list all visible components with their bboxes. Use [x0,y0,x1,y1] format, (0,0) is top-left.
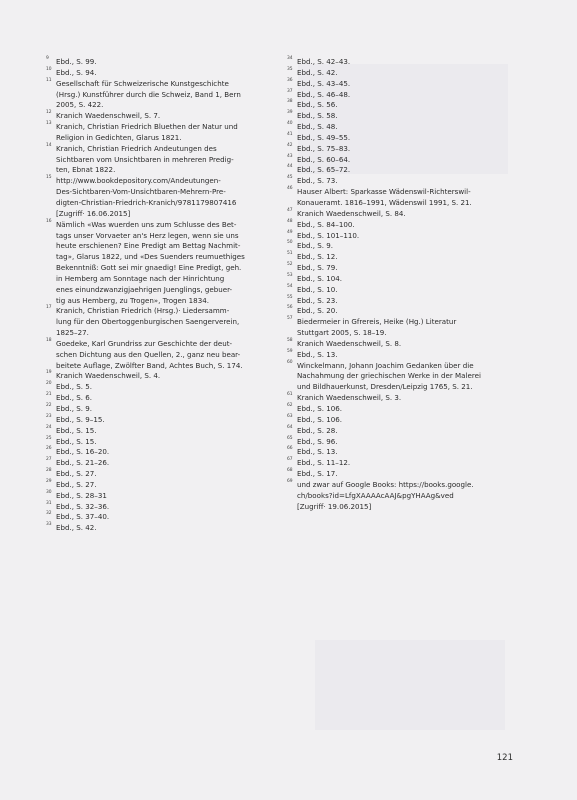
endnote-text: Ebd., S. 10. [297,284,338,294]
reverse-side-show-through-lower [315,640,505,730]
endnote [287,122,529,133]
endnote [287,165,529,176]
endnote [287,100,529,111]
endnote [46,491,278,502]
endnote [46,426,278,437]
endnote [46,382,278,393]
endnote-number: 47 [287,207,293,213]
endnote-text: Ebd., S. 56. [297,100,338,110]
endnote-text: http://www.bookdepository.com/Andeutungen- Des-Sichtbaren-Vom-Unsichtbaren-Mehrern-Pre- digten-Christian-Friedrich-Kranich/9781179807416 [Zugriff· 16.06.2015] [56,176,237,218]
endnote-text: Ebd., S. 65–72. [297,165,351,175]
endnote [287,339,529,350]
endnote-number: 33 [46,522,52,528]
endnote-number: 63 [287,413,293,419]
endnote-number: 30 [46,489,52,495]
endnote-text: Ebd., S. 9. [297,241,334,251]
endnote-number: 57 [287,316,293,322]
endnote [287,144,529,155]
endnote [46,220,278,307]
endnote-number: 39 [287,110,293,116]
endnote-text: Ebd., S. 27. [56,479,97,489]
endnote [287,469,529,480]
endnote-number: 59 [287,348,293,354]
endnote [287,404,529,415]
endnote-number: 48 [287,218,293,224]
endnote-text: Goedeke, Karl Grundriss zur Geschichte der deut- schen Dichtung aus den Quellen, 2., ganz neu bear- beitete Auflage, Zwölfter Band, Achtes Buch, S. 174. [56,338,243,370]
endnote [287,231,529,242]
endnote [46,68,278,79]
endnotes-left-column [46,57,278,534]
endnote-text: Ebd., S. 73. [297,176,338,186]
endnote [46,437,278,448]
endnote [46,144,278,177]
endnote [287,306,529,317]
endnote [287,263,529,274]
endnote-text: Ebd., S. 6. [56,393,93,403]
endnote [46,79,278,112]
endnote-number: 44 [287,164,293,170]
endnote [287,187,529,209]
endnote-text: Ebd., S. 9–15. [56,414,105,424]
endnote [287,155,529,166]
endnote-text: Ebd., S. 17. [297,469,338,479]
endnote [46,176,278,219]
endnote [46,111,278,122]
endnote [287,437,529,448]
endnote-number: 40 [287,121,293,127]
endnote [287,79,529,90]
endnote-number: 35 [287,66,293,72]
endnote-number: 68 [287,468,293,474]
endnote-text: Ebd., S. 48. [297,122,338,132]
endnote [46,469,278,480]
endnote-text: Ebd., S. 27. [56,469,97,479]
endnote-text: Ebd., S. 104. [297,273,343,283]
endnote [46,502,278,513]
endnote-text: Kranich Waedenschweil, S. 8. [297,338,402,348]
endnote-number: 67 [287,457,293,463]
endnote-text: Ebd., S. 43–45. [297,78,351,88]
endnote-number: 12 [46,110,52,116]
endnote-text: Kranich, Christian Friedrich Bluethen der Natur und Religion in Gedichten, Glarus 1821. [56,122,238,142]
endnote [287,415,529,426]
endnote [46,523,278,534]
endnote-number: 55 [287,294,293,300]
endnote-text: Ebd., S. 12. [297,252,338,262]
endnote-text: Gesellschaft für Schweizerische Kunstgeschichte (Hrsg.) Kunstführer durch die Schweiz, Band 1, Bern 2005, S. 422. [56,78,241,110]
endnote [287,350,529,361]
endnote-number: 56 [287,305,293,311]
endnote [46,480,278,491]
endnote-number: 60 [287,359,293,365]
endnote [287,90,529,101]
endnote-number: 69 [287,478,293,484]
endnote-number: 24 [46,424,52,430]
endnote [287,447,529,458]
endnote-text: Kranich Waedenschweil, S. 84. [297,208,406,218]
endnote-text: Ebd., S. 84–100. [297,219,355,229]
endnote-number: 19 [46,370,52,376]
endnote-number: 45 [287,175,293,181]
endnote [46,57,278,68]
endnote-text: Ebd., S. 75–83. [297,143,351,153]
endnote-text: Ebd., S. 13. [297,447,338,457]
endnote [287,274,529,285]
endnote-number: 66 [287,446,293,452]
endnote-number: 14 [46,142,52,148]
endnote-number: 54 [287,283,293,289]
endnote-number: 58 [287,337,293,343]
endnote-text: Kranich Waedenschweil, S. 4. [56,371,161,381]
endnote-number: 20 [46,381,52,387]
endnote-text: Ebd., S. 60–64. [297,154,351,164]
endnote-text: Ebd., S. 37–40. [56,512,110,522]
endnote-text: Ebd., S. 9. [56,404,93,413]
endnote-number: 46 [287,186,293,192]
endnote-number: 51 [287,251,293,257]
endnote-number: 25 [46,435,52,441]
endnote [46,404,278,415]
endnote-text: Ebd., S. 106. [297,414,343,424]
endnote [46,339,278,372]
endnote-number: 42 [287,142,293,148]
endnote [287,220,529,231]
endnote-text: Kranich Waedenschweil, S. 3. [297,393,402,403]
endnote-text: Ebd., S. 15. [56,436,97,446]
endnote-text: Hauser Albert: Sparkasse Wädenswil-Richterswil- Konaueramt. 1816–1991, Wädenswil 1991, S. 21. [297,187,472,207]
endnote [46,393,278,404]
endnote-text: Ebd., S. 28. [297,425,338,435]
endnote-text: Ebd., S. 46–48. [297,89,351,99]
endnote-number: 62 [287,403,293,408]
endnote-text: Ebd., S. 32–36. [56,501,110,511]
endnote [46,415,278,426]
endnote-number: 53 [287,272,293,278]
endnote [46,458,278,469]
endnote [287,317,529,339]
endnote-number: 65 [287,435,293,441]
endnote-text: Ebd., S. 15. [56,425,97,435]
endnote [287,296,529,307]
endnote [287,209,529,220]
endnote-number: 50 [287,240,293,246]
endnote-number: 9 [46,56,49,61]
endnote-text: Nämlich «Was wuerden uns zum Schlusse des Bet- tags unser Vorvaeter an's Herz legen, wenn sie uns heute erschienen? Eine Predigt am Bettag Nachmit- tag», Glarus 1822, und «Des Suenders reumuethiges Bekenntniß: Gott sei mir gnaedig! Eine Predigt, geh. in Hemberg am Sonntage nach der Hinrichtung enes einundzwanzigjaehrigen Juenglings, gebuer- tig aus Hemberg, zu Trogen», Trogen 1834. [56,219,245,305]
endnote-number: 11 [46,77,52,83]
endnote [287,111,529,122]
endnotes-right-column [287,57,529,512]
endnote [46,512,278,523]
endnote-number: 37 [287,88,293,94]
endnote-text: Ebd., S. 49–55. [297,132,351,142]
endnote [287,133,529,144]
endnote-number: 29 [46,478,52,484]
endnote-text: Biedermeier in Gfrereis, Heike (Hg.) Literatur Stuttgart 2005, S. 18–19. [297,317,457,338]
endnote-number: 32 [46,511,52,517]
endnote-number: 27 [46,457,52,463]
endnote [287,393,529,404]
endnote-text: Ebd., S. 101–110. [297,230,360,240]
endnote [287,176,529,187]
endnote-text: Ebd., S. 16–20. [56,447,110,457]
page-number: 121 [496,753,513,763]
endnote [46,371,278,382]
endnote-text: Ebd., S. 99. [56,57,97,66]
endnote-text: Ebd., S. 58. [297,111,338,121]
endnote-number: 52 [287,262,293,268]
endnote-number: 17 [46,305,52,311]
endnote-text: Ebd., S. 5. [56,382,93,392]
endnote-text: Ebd., S. 23. [297,295,338,305]
endnote [287,57,529,68]
endnote-text: Ebd., S. 79. [297,263,338,273]
endnote-number: 43 [287,153,293,159]
endnote [287,252,529,263]
endnote-number: 18 [46,337,52,343]
endnote-number: 28 [46,468,52,474]
endnote-text: Kranich Waedenschweil, S. 7. [56,111,161,121]
endnote [287,480,529,513]
endnote-text: Ebd., S. 42. [297,67,338,77]
endnote-number: 13 [46,121,52,127]
endnote [287,426,529,437]
endnote [287,361,529,394]
endnote-text: Ebd., S. 21–26. [56,458,110,468]
endnote [287,458,529,469]
endnote-number: 26 [46,446,52,452]
endnote-number: 41 [287,131,293,137]
endnote-number: 21 [46,392,52,398]
endnote [46,122,278,144]
endnote-number: 10 [46,66,52,72]
endnote-text: Ebd., S. 20. [297,306,338,316]
endnote-text: Kranich, Christian Friedrich Andeutungen des Sichtbaren vom Unsichtbaren in mehreren Predig- ten, Ebnat 1822. [56,143,234,175]
endnote-number: 61 [287,392,293,398]
endnote-text: Kranich, Christian Friedrich (Hrsg.)· Liedersamm- lung für den Obertoggenburgischen Saengerverein, 1825–27. [56,306,240,338]
endnote-text: Ebd., S. 106. [297,404,343,413]
endnote-number: 49 [287,229,293,235]
endnote-text: Ebd., S. 28–31 [56,490,107,500]
endnote-text: Ebd., S. 96. [297,436,338,446]
endnote-number: 36 [287,77,293,83]
endnote-number: 15 [46,175,52,181]
endnote-number: 31 [46,500,52,506]
endnote [46,447,278,458]
endnote-number: 38 [287,99,293,105]
endnote-number: 34 [287,56,293,61]
endnote-number: 16 [46,218,52,224]
endnote-text: und zwar auf Google Books: https://books.google. ch/books?id=LfgXAAAAcAAJ&pgYHAAg&ved [Zugriff· 19.06.2015] [297,479,474,511]
endnote-text: Ebd., S. 94. [56,67,97,77]
endnote-number: 23 [46,413,52,419]
endnote-number: 64 [287,424,293,430]
endnote [287,68,529,79]
endnote-text: Ebd., S. 13. [297,349,338,359]
endnote-text: Ebd., S. 42–43. [297,57,351,66]
endnote-text: Winckelmann, Johann Joachim Gedanken über die Nachahmung der griechischen Werke in der Malerei und Bildhauerkunst, Dresden/Leipzig 1765, S. 21. [297,360,481,392]
endnote-text: Ebd., S. 42. [56,523,97,533]
endnote-number: 22 [46,403,52,408]
endnote-text: Ebd., S. 11–12. [297,458,351,468]
endnote [287,241,529,252]
endnote [46,306,278,339]
endnote [287,285,529,296]
